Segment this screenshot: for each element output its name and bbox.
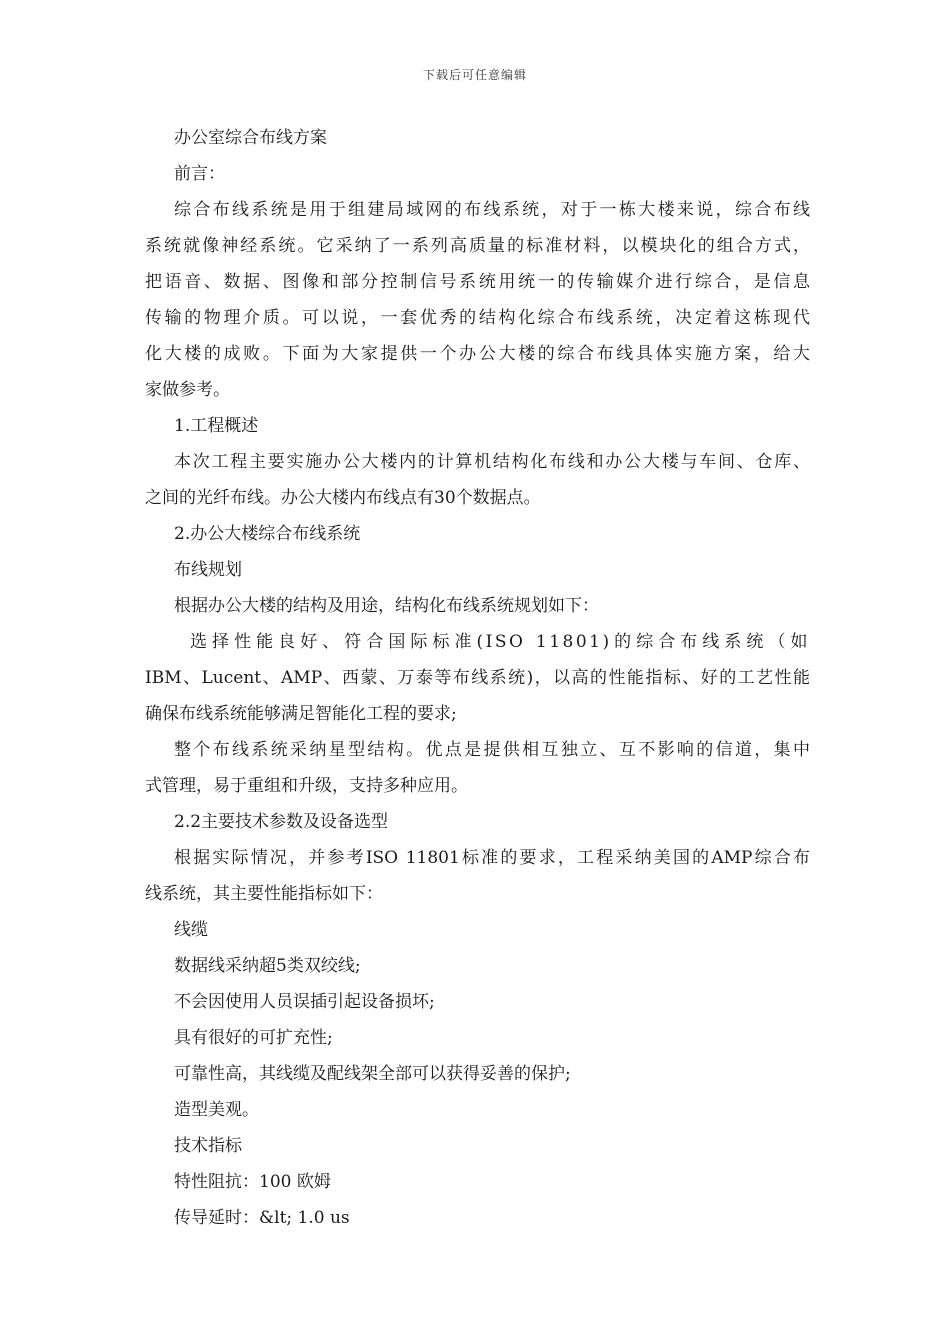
text-line: 不会因使用人员误插引起设备损坏; xyxy=(174,992,435,1012)
text-line: 根据办公大楼的结构及用途，结构化布线系统规划如下： xyxy=(174,596,599,616)
text-line: IBM、Lucent、AMP、西蒙、万泰等布线系统)，以高的性能指标、好的工艺性能 xyxy=(145,668,810,688)
text-line: 办公室综合布线方案 xyxy=(174,128,327,148)
text-line: 线缆 xyxy=(174,920,208,940)
text-line: 技术指标 xyxy=(174,1136,242,1156)
text-line: 把语音、数据、图像和部分控制信号系统用统一的传输媒介进行综合，是信息 xyxy=(145,272,810,292)
text-line: 传导延时：&lt; 1.0 us xyxy=(174,1208,350,1228)
text-line: 数据线采纳超5类双绞线; xyxy=(174,956,361,976)
text-line: 综合布线系统是用于组建局域网的布线系统，对于一栋大楼来说，综合布线 xyxy=(174,200,810,220)
text-line: 根据实际情况，并参考ISO 11801标准的要求，工程采纳美国的AMP综合布 xyxy=(174,848,810,868)
text-line: 前言： xyxy=(174,164,225,184)
text-line: 具有很好的可扩充性; xyxy=(174,1028,333,1048)
text-line: 系统就像神经系统。它采纳了一系列高质量的标准材料，以模块化的组合方式， xyxy=(145,236,810,256)
text-line: 化大楼的成败。下面为大家提供一个办公大楼的综合布线具体实施方案，给大 xyxy=(145,344,810,364)
text-line: 家做参考。 xyxy=(145,380,230,400)
text-line: 布线规划 xyxy=(174,560,242,580)
text-line: 可靠性高，其线缆及配线架全部可以获得妥善的保护; xyxy=(174,1064,571,1084)
text-line: 1.工程概述 xyxy=(174,416,259,436)
page-header: 下载后可任意编辑 xyxy=(422,68,527,82)
text-line: 确保布线系统能够满足智能化工程的要求; xyxy=(145,704,457,724)
text-line: 特性阻抗：100 欧姆 xyxy=(174,1172,331,1192)
text-line: 式管理，易于重组和升级，支持多种应用。 xyxy=(145,776,468,796)
text-line: 线系统，其主要性能指标如下： xyxy=(145,884,383,904)
text-line: 2.2主要技术参数及设备选型 xyxy=(174,812,389,832)
text-line: 选择性能良好、符合国际标准(ISO 11801)的综合布线系统（如 xyxy=(190,632,810,652)
text-line: 整个布线系统采纳星型结构。优点是提供相互独立、互不影响的信道，集中 xyxy=(174,740,810,760)
text-line: 传输的物理介质。可以说，一套优秀的结构化综合布线系统，决定着这栋现代 xyxy=(145,308,810,328)
text-line: 造型美观。 xyxy=(174,1100,259,1120)
text-line: 2.办公大楼综合布线系统 xyxy=(174,524,361,544)
text-line: 之间的光纤布线。办公大楼内布线点有30个数据点。 xyxy=(145,488,541,508)
text-line: 本次工程主要实施办公大楼内的计算机结构化布线和办公大楼与车间、仓库、 xyxy=(174,452,810,472)
document-body xyxy=(145,120,810,1236)
